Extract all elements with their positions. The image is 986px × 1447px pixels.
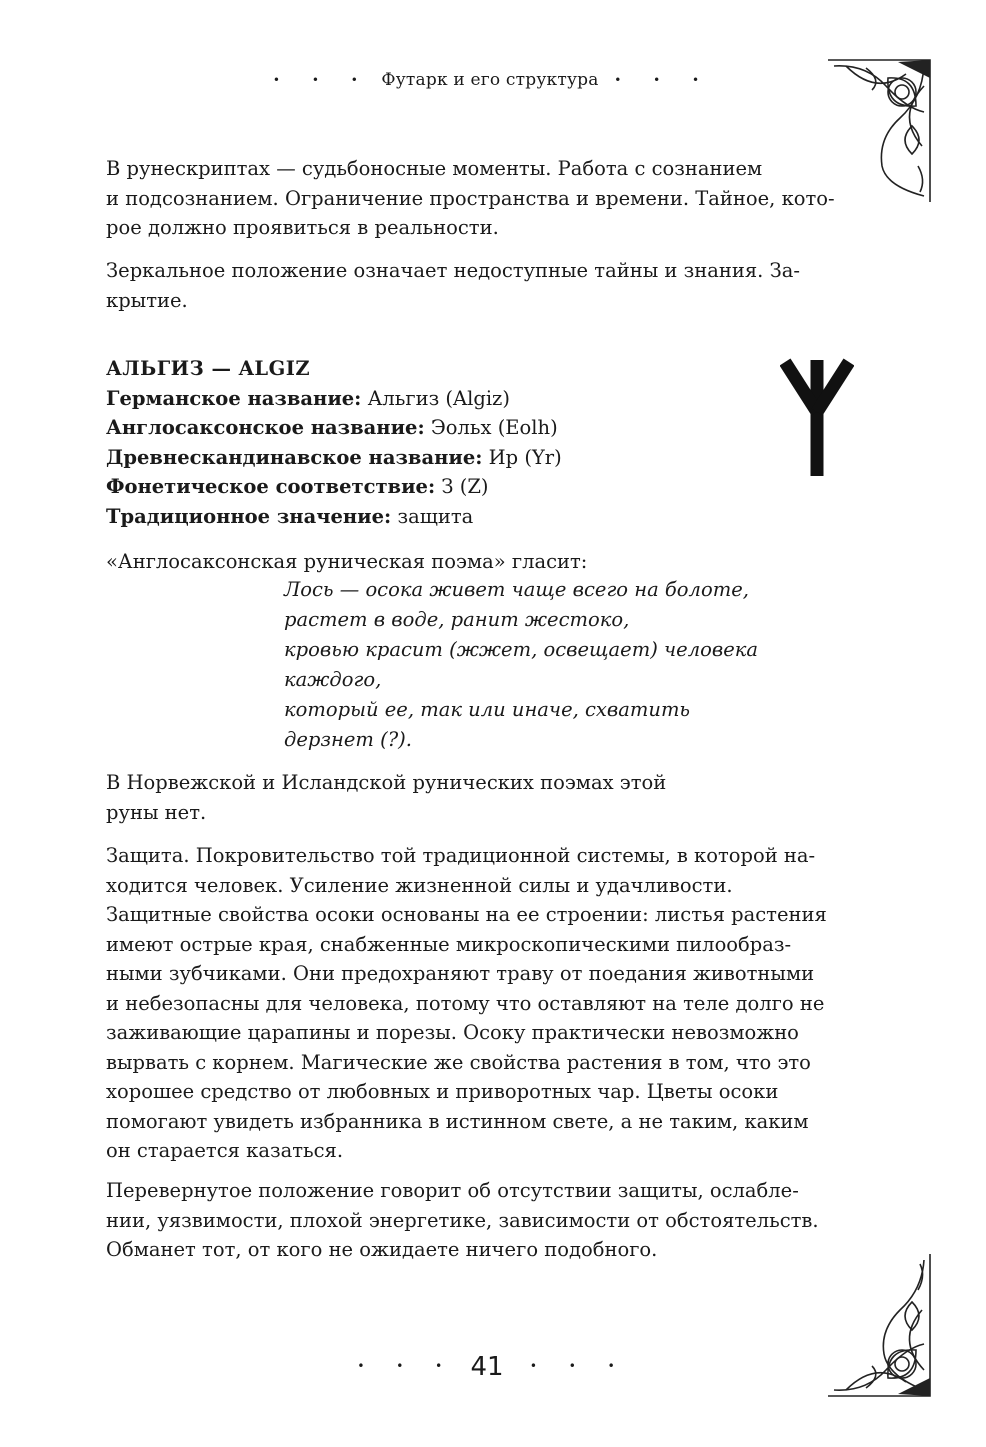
text-line: помогают увидеть избранника в истинном свете, а не таким, каким (106, 1109, 809, 1133)
rune-attribute-row (106, 384, 856, 414)
page-number: 41 (470, 1352, 504, 1382)
attribute-value: З (Z) (441, 475, 489, 498)
intro-paragraph-1 (106, 154, 856, 243)
poem-line: Лось — осока живет чаще всего на болоте, (284, 578, 749, 601)
text-line: ными зубчиками. Они предохраняют траву от поедания животными (106, 962, 815, 985)
body-paragraph-5 (106, 1176, 856, 1265)
rune-attribute-row (106, 472, 856, 502)
poem-quote (284, 575, 844, 755)
poem-line: каждого, (284, 668, 382, 691)
text-line: ходится человек. Усиление жизненной силы и удачливости. (106, 873, 733, 897)
attribute-label: Германское название: (106, 386, 362, 410)
attribute-label: Древнескандинавское название: (106, 445, 483, 469)
intro-paragraph-2 (106, 256, 856, 315)
text-line: Защита. Покровительство той традиционной системы, в которой на- (106, 844, 816, 867)
chapter-title: Футарк и его структура (381, 70, 599, 90)
footer-dots-left: • • • (357, 1359, 457, 1373)
poem-line: дерзнет (?). (284, 728, 412, 751)
text-line: и подсознанием. Ограничение пространства и времени. Тайное, кото- (106, 186, 835, 210)
attribute-value: защита (397, 504, 474, 528)
text-line: «Англосаксонская руническая поэма» гласит: (106, 550, 588, 573)
poem-line: кровью красит (жжет, освещает) человека (284, 638, 759, 661)
poem-line: растет в воде, ранит жестоко, (284, 608, 630, 631)
body-paragraph-4 (106, 841, 856, 1166)
rune-info-block (106, 354, 856, 531)
attribute-value: Ир (Yr) (488, 445, 562, 469)
header-dots-right: • • • (614, 73, 714, 87)
rune-attribute-row (106, 443, 856, 473)
text-line: имеют острые края, снабженные микроскопическими пилообраз- (106, 932, 792, 956)
poem-line: который ее, так или иначе, схватить (284, 698, 691, 721)
rune-attribute-row (106, 413, 856, 443)
attribute-label: Англосаксонское название: (106, 416, 425, 439)
text-line: заживающие царапины и порезы. Осоку практически невозможно (106, 1021, 799, 1044)
text-line: крытие. (106, 288, 188, 312)
attribute-value: Эольх (Eolh) (430, 416, 558, 439)
rune-attribute-row (106, 502, 856, 532)
text-line: нии, уязвимости, плохой энергетике, зависимости от обстоятельств. (106, 1208, 819, 1232)
text-line: Обманет тот, от кого не ожидаете ничего подобного. (106, 1238, 658, 1261)
algiz-rune-icon (780, 356, 854, 478)
text-line: Перевернутое положение говорит об отсутствии защиты, ослабле- (106, 1179, 799, 1202)
text-line: хорошее средство от любовных и приворотных чар. Цветы осоки (106, 1080, 779, 1103)
text-line: он старается казаться. (106, 1139, 344, 1162)
text-line: рое должно проявиться в реальности. (106, 216, 499, 239)
text-line: и небезопасны для человека, потому что оставляют на теле долго не (106, 991, 825, 1015)
footer-dots-right: • • • (529, 1359, 629, 1373)
text-line: В рунескриптах — судьбоносные моменты. Работа с сознанием (106, 157, 763, 180)
attribute-value: Альгиз (Algiz) (367, 386, 510, 410)
text-line: вырвать с корнем. Магические же свойства растения в том, что это (106, 1050, 811, 1074)
text-line: Защитные свойства осоки основаны на ее строении: листья растения (106, 903, 827, 926)
page-footer (0, 1352, 986, 1382)
attribute-label: Традиционное значение: (106, 504, 392, 528)
body-paragraph-3 (106, 768, 856, 827)
attribute-label: Фонетическое соответствие: (106, 475, 436, 498)
text-line: руны нет. (106, 800, 207, 824)
text-line: В Норвежской и Исландской рунических поэмах этой (106, 771, 667, 794)
poem-intro (106, 547, 856, 577)
header-dots-left: • • • (272, 73, 372, 87)
rune-title: АЛЬГИЗ — ALGIZ (106, 357, 311, 380)
text-line: Зеркальное положение означает недоступные тайны и знания. За- (106, 259, 800, 282)
